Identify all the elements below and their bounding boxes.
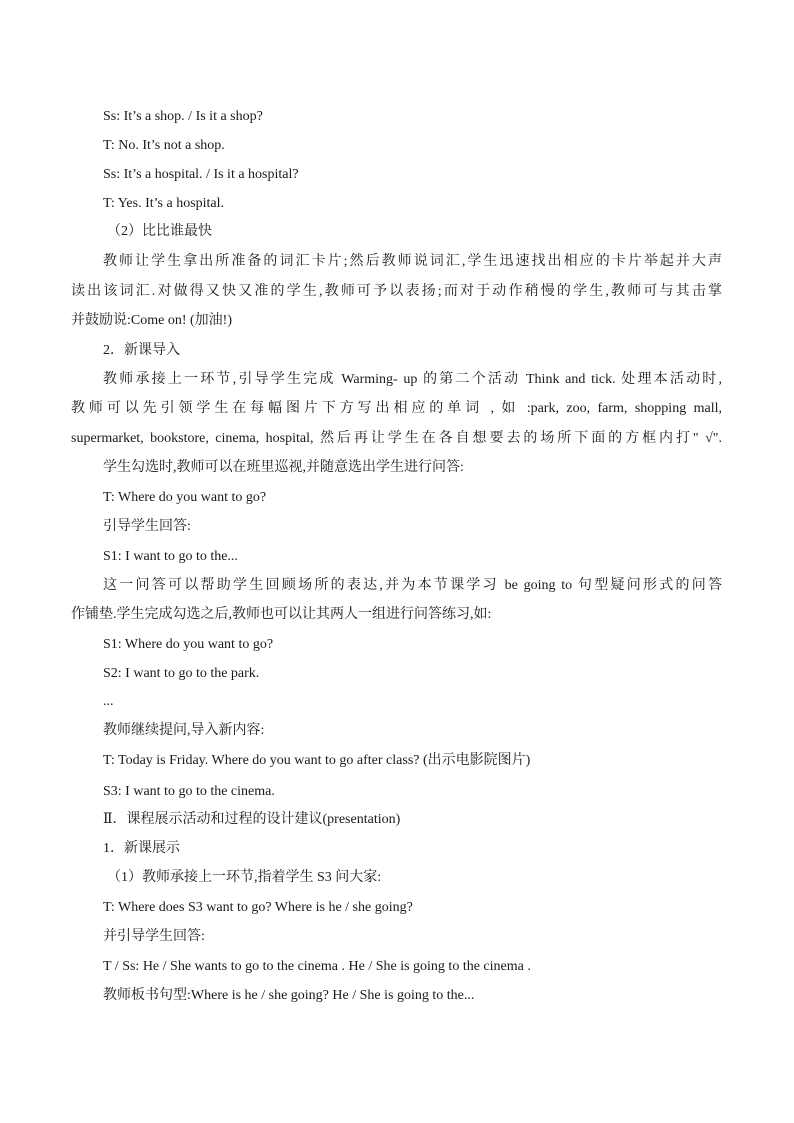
dialogue-line: T: Where do you want to go? [103,490,267,505]
paragraph-line: 教师承接上一环节,引导学生完成 Warming- up 的第二个活动 Think and tick. 处理本活动时, [103,372,722,387]
subheading: （2）比比谁最快 [107,224,212,239]
dialogue-line: T / Ss: He / She wants to go to the cinema . He / She is going to the cinema . [103,959,531,974]
dialogue-line: S3: I want to go to the cinema. [103,784,275,799]
section-heading: 2．新课导入 [103,343,180,358]
dialogue-line: T: No. It’s not a shop. [103,138,225,153]
paragraph-line: 这一问答可以帮助学生回顾场所的表达,并为本节课学习 be going to 句型疑问形式的问答 [103,578,722,593]
dialogue-line: T: Yes. It’s a hospital. [103,196,225,211]
subheading: （1）教师承接上一环节,指着学生 S3 问大家: [107,870,382,885]
paragraph-line: 教师可以先引领学生在每幅图片下方写出相应的单词 , 如 :park, zoo, farm, shopping mall, [71,401,722,416]
paragraph-line: 并引导学生回答: [103,929,205,944]
paragraph-line: 教师让学生拿出所准备的词汇卡片;然后教师说词汇,学生迅速找出相应的卡片举起并大声 [103,254,722,269]
paragraph-line: 教师继续提问,导入新内容: [103,723,265,738]
paragraph-line: 读出该词汇.对做得又快又准的学生,教师可予以表扬;而对于动作稍慢的学生,教师可与其击掌 [71,284,722,299]
paragraph-line: 教师板书句型:Where is he / she going? He / She is going to the... [103,988,475,1003]
dialogue-line: S2: I want to go to the park. [103,666,260,681]
paragraph-line: 学生勾选时,教师可以在班里巡视,并随意选出学生进行问答: [103,460,464,475]
dialogue-line: T: Today is Friday. Where do you want to go after class? (出示电影院图片) [103,753,531,768]
dialogue-line: S1: I want to go to the... [103,549,238,564]
dialogue-line: S1: Where do you want to go? [103,637,274,652]
paragraph-line: 并鼓励说:Come on! (加油!) [71,313,232,328]
paragraph-line: 作铺垫.学生完成勾选之后,教师也可以让其两人一组进行问答练习,如: [71,607,492,622]
paragraph-line: supermarket, bookstore, cinema, hospital, 然后再让学生在各自想要去的场所下面的方框内打" √". [71,431,722,446]
paragraph-line: 引导学生回答: [103,519,191,534]
dialogue-line: Ss: It’s a shop. / Is it a shop? [103,109,263,124]
section-heading: 1．新课展示 [103,841,180,856]
section-heading: Ⅱ．课程展示活动和过程的设计建议(presentation) [103,812,401,827]
dialogue-line: Ss: It’s a hospital. / Is it a hospital? [103,167,299,182]
ellipsis-line: ... [103,694,114,709]
dialogue-line: T: Where does S3 want to go? Where is he / she going? [103,900,413,915]
